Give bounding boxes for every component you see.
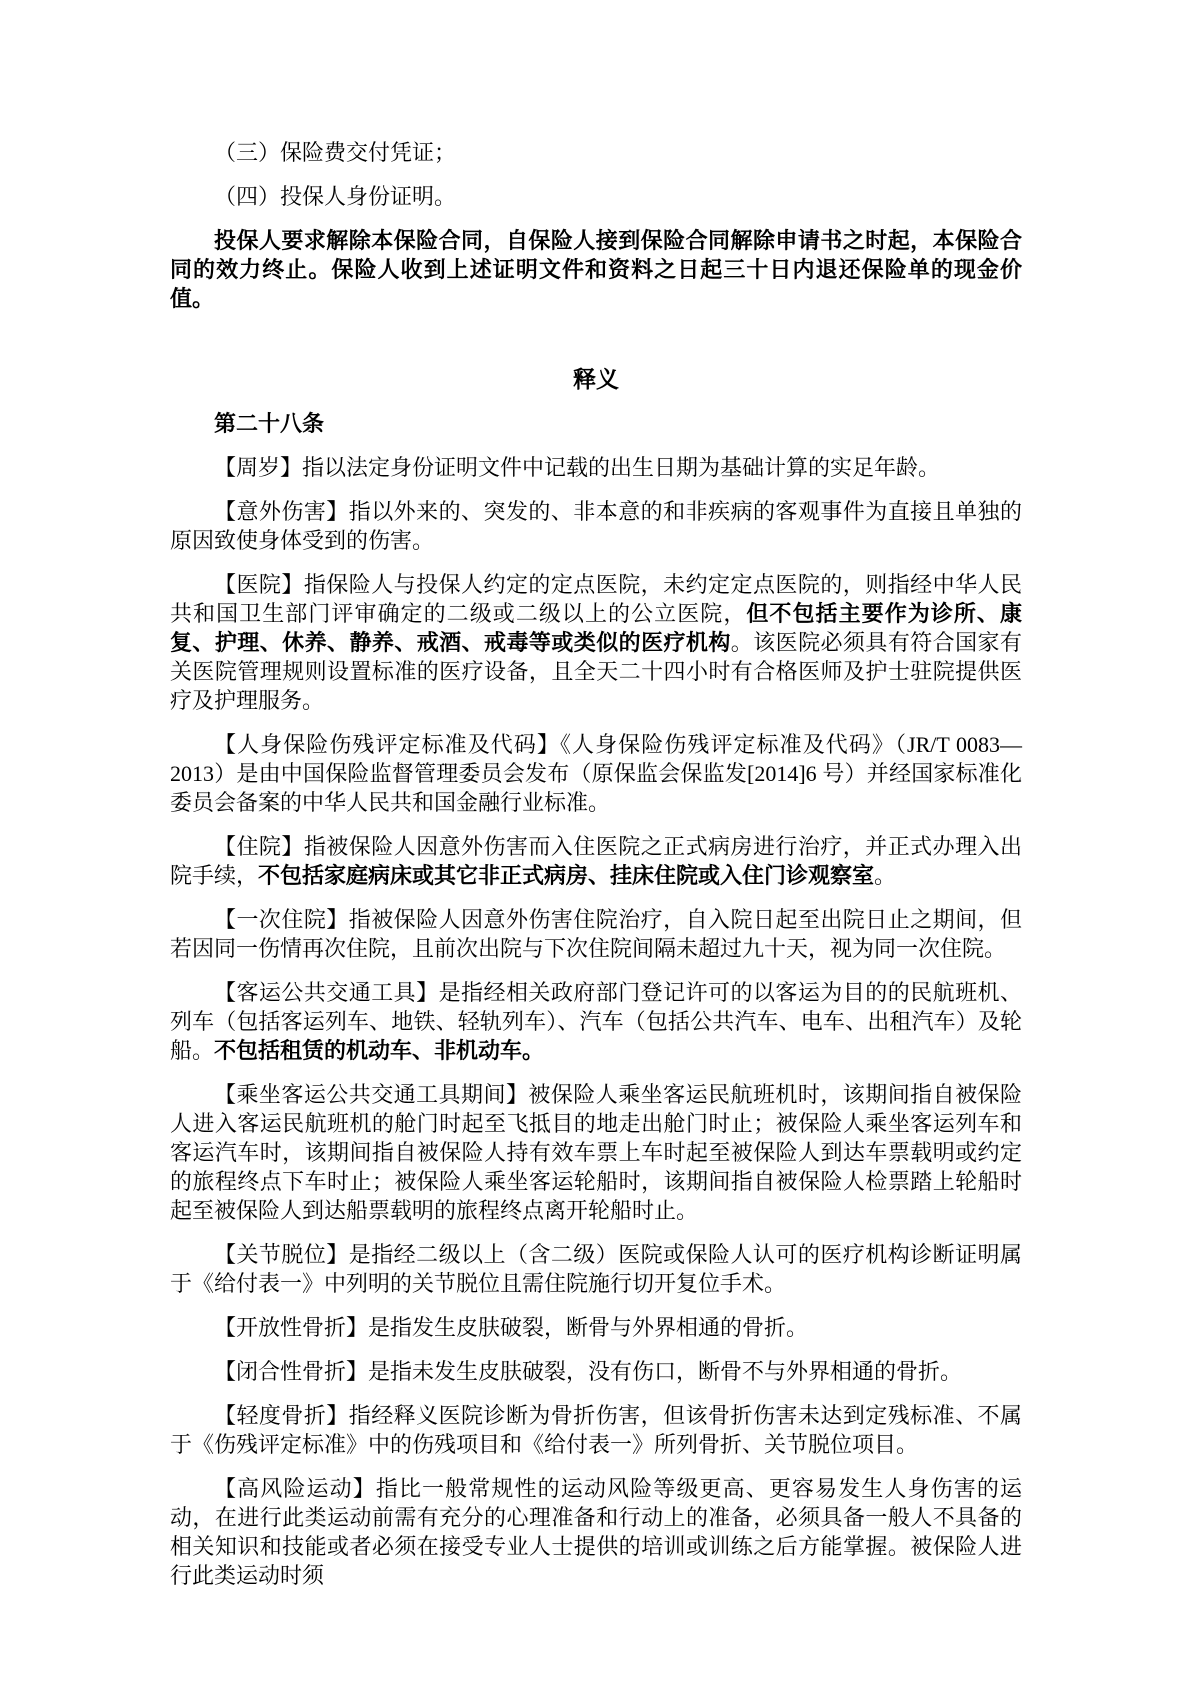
- definition-text: 【意外伤害】指以外来的、突发的、非本意的和非疾病的客观事件为直接且单独的原因致使身体受到的伤害。: [170, 499, 1022, 553]
- definition-hospitalization: [170, 832, 1022, 890]
- definition-public-transport: [170, 978, 1022, 1065]
- definition-text: 【住院】指被保险人因意外伤害而入住医院之正式病房进行治疗，并正式办理入出院手续，: [170, 834, 1022, 888]
- definition-text: 。: [874, 863, 897, 888]
- list-item-policyholder-id: （四）投保人身份证明。: [214, 184, 457, 209]
- definition-bold-text: 不包括租赁的机动车、非机动车。: [214, 1038, 545, 1063]
- definition-hospital: [170, 570, 1022, 715]
- definition-text: 。该医院必须具有符合国家有关医院管理规则设置标准的医疗设备，且全天二十四小时有合格医师及护士驻院提供医疗及护理服务。: [170, 630, 1022, 713]
- definition-high-risk-sports: [170, 1474, 1022, 1590]
- definition-open-fracture: [170, 1313, 1022, 1342]
- definition-text: 【开放性骨折】是指发生皮肤破裂，断骨与外界相通的骨折。: [214, 1315, 809, 1340]
- section-title-definitions: 释义: [573, 367, 619, 392]
- page-content: [170, 138, 1022, 1605]
- definition-joint-dislocation: [170, 1240, 1022, 1298]
- definition-minor-fracture: [170, 1401, 1022, 1459]
- definition-public-transport-period: [170, 1080, 1022, 1225]
- definition-text: 【医院】指保险人与投保人约定的定点医院，未约定定点医院的，则指经中华人民共和国卫生部门评审确定的二级或二级以上的公立医院，: [170, 572, 1022, 626]
- definition-text: 【人身保险伤残评定标准及代码】《人身保险伤残评定标准及代码》（JR/T 0083—2013）是由中国保险监督管理委员会发布（原保监会保监发[2014]6 号）并经国家标准化委员会备案的中华人民共和国金融行业标准。: [170, 732, 1022, 815]
- definition-text: 【轻度骨折】指经释义医院诊断为骨折伤害，但该骨折伤害未达到定残标准、不属于《伤残评定标准》中的伤残项目和《给付表一》所列骨折、关节脱位项目。: [170, 1403, 1022, 1457]
- definition-text: 【关节脱位】是指经二级以上（含二级）医院或保险人认可的医疗机构诊断证明属于《给付表一》中列明的关节脱位且需住院施行切开复位手术。: [170, 1242, 1022, 1296]
- definition-one-hospitalization: [170, 905, 1022, 963]
- definition-text: 【闭合性骨折】是指未发生皮肤破裂，没有伤口，断骨不与外界相通的骨折。: [214, 1359, 963, 1384]
- list-item-premium-receipt: （三）保险费交付凭证；: [214, 140, 457, 165]
- definition-text: 【一次住院】指被保险人因意外伤害住院治疗，自入院日起至出院日止之期间，但若因同一伤情再次住院，且前次出院与下次住院间隔未超过九十天，视为同一次住院。: [170, 907, 1022, 961]
- definition-bold-text: 不包括家庭病床或其它非正式病房、挂床住院或入住门诊观察室: [258, 863, 875, 888]
- definition-disability-assessment-standard: [170, 730, 1022, 817]
- termination-notice-paragraph: 投保人要求解除本保险合同，自保险人接到保险合同解除申请书之时起，本保险合同的效力终止。保险人收到上述证明文件和资料之日起三十日内退还保险单的现金价值。: [170, 228, 1022, 311]
- definition-accidental-injury: [170, 497, 1022, 555]
- definition-text: 【周岁】指以法定身份证明文件中记载的出生日期为基础计算的实足年龄。: [214, 455, 941, 480]
- definition-text: 【客运公共交通工具】是指经相关政府部门登记许可的以客运为目的的民航班机、列车（包括客运列车、地铁、轻轨列车）、汽车（包括公共汽车、电车、出租汽车）及轮船。: [170, 980, 1022, 1063]
- definition-text: 【高风险运动】指比一般常规性的运动风险等级更高、更容易发生人身伤害的运动，在进行此类运动前需有充分的心理准备和行动上的准备，必须具备一般人不具备的相关知识和技能或者必须在接受专业人士提供的培训或训练之后方能掌握。被保险人进行此类运动时须: [170, 1476, 1022, 1588]
- definitions-list: [170, 453, 1022, 1590]
- article-number-heading: 第二十八条: [214, 411, 325, 436]
- definition-closed-fracture: [170, 1357, 1022, 1386]
- definition-bold-text: 但不包括主要作为诊所、康复、护理、休养、静养、戒酒、戒毒等或类似的医疗机构: [170, 601, 1022, 655]
- definition-age: [170, 453, 1022, 482]
- definition-text: 【乘坐客运公共交通工具期间】被保险人乘坐客运民航班机时，该期间指自被保险人进入客运民航班机的舱门时起至飞抵目的地走出舱门时止；被保险人乘坐客运列车和客运汽车时，该期间指自被保险人持有效车票上车时起至被保险人到达车票载明或约定的旅程终点下车时止；被保险人乘坐客运轮船时，该期间指自被保险人检票踏上轮船时起至被保险人到达船票载明的旅程终点离开轮船时止。: [170, 1082, 1022, 1223]
